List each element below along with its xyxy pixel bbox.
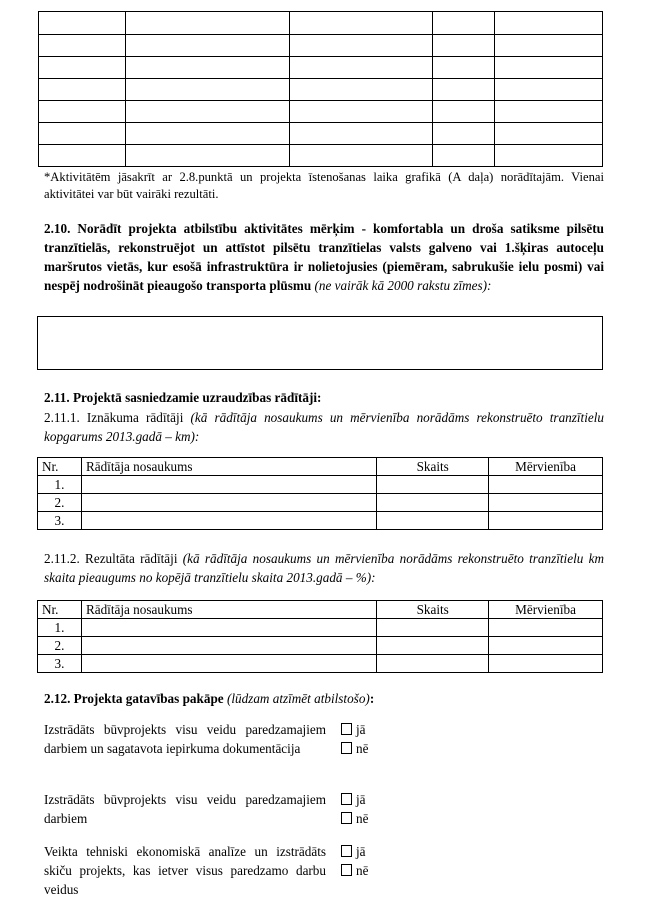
readiness-option-3-no[interactable]: nē xyxy=(341,861,368,880)
table-header-row xyxy=(38,458,603,476)
table-header-row xyxy=(38,601,603,619)
activities-table xyxy=(38,11,603,167)
section-2-10-title: 2.10. Norādīt projekta atbilstību aktivitātes mērķim - komfortabla un droša satiksme pilsētu tranzītielās, rekonstruējot un attīstot pilsētu tranzītielas valsts galveno vai 1.šķiras autoceļu maršrutos vietās, kur esošā infrastruktūra ir nolietojusies (piemēram, sabrukušie ielu posmi) vai nespēj nodrošināt pieaugošo transporta plūsmu xyxy=(44,221,604,293)
table-row xyxy=(39,79,603,101)
col-header-unit: Mērvienība xyxy=(489,601,603,619)
section-2-12-heading xyxy=(44,690,604,707)
result-indicators-heading xyxy=(44,549,604,587)
readiness-option-2-no[interactable]: nē xyxy=(341,809,368,828)
table-row xyxy=(38,476,603,494)
checkbox-icon[interactable] xyxy=(341,742,352,754)
checkbox-icon[interactable] xyxy=(341,723,352,735)
result-indicators-note: (kā rādītāja nosaukums un mērvienība norādāms rekonstruēto tranzītielu km skaita pieaugums no kopējā tranzītielu skaita 2013.gadā – %): xyxy=(44,551,604,585)
output-indicators-note: (kā rādītāja nosaukums un mērvienība norādāms rekonstruēto tranzītielu kopgarums 2013.gadā – km): xyxy=(44,410,604,444)
table-row xyxy=(38,619,603,637)
col-header-nr: Nr. xyxy=(38,601,82,619)
readiness-option-2-label: Izstrādāts būvprojekts visu veidu paredzamajiem darbiem xyxy=(44,792,326,826)
section-2-10-answer-box[interactable] xyxy=(37,316,603,370)
checkbox-icon[interactable] xyxy=(341,845,352,857)
col-header-count: Skaits xyxy=(377,601,489,619)
table-row xyxy=(39,35,603,57)
col-header-name: Rādītāja nosaukums xyxy=(81,458,376,476)
row-number: 1. xyxy=(38,476,82,494)
table-row xyxy=(39,101,603,123)
readiness-option-1-label: Izstrādāts būvprojekts visu veidu paredzamajiem darbiem un sagatavota iepirkuma dokumentācija xyxy=(44,722,326,756)
section-2-10-note: (ne vairāk kā 2000 rakstu zīmes): xyxy=(311,278,492,293)
result-indicators-table xyxy=(37,600,603,673)
table-row xyxy=(39,145,603,167)
readiness-option-1-no[interactable]: nē xyxy=(341,739,368,758)
checkbox-icon[interactable] xyxy=(341,864,352,876)
readiness-option-1-yes[interactable]: jā xyxy=(341,720,368,739)
activities-footnote: *Aktivitātēm jāsakrīt ar 2.8.punktā un projekta īstenošanas laika grafikā (A daļa) norādītajām. Vienai aktivitātei var būt vairāki rezultāti. xyxy=(44,170,604,201)
row-number: 3. xyxy=(38,655,82,673)
table-row xyxy=(38,494,603,512)
row-number: 1. xyxy=(38,619,82,637)
col-header-name: Rādītāja nosaukums xyxy=(81,601,376,619)
table-row xyxy=(39,123,603,145)
readiness-option-1-choices xyxy=(341,720,368,758)
output-indicators-label: 2.11.1. Iznākuma rādītāji xyxy=(44,410,191,425)
col-header-nr: Nr. xyxy=(38,458,82,476)
section-2-12-colon: : xyxy=(369,691,375,706)
readiness-option-2-yes[interactable]: jā xyxy=(341,790,368,809)
row-number: 3. xyxy=(38,512,82,530)
row-number: 2. xyxy=(38,637,82,655)
table-row xyxy=(38,512,603,530)
table-row xyxy=(38,655,603,673)
checkbox-icon[interactable] xyxy=(341,793,352,805)
table-row xyxy=(38,637,603,655)
col-header-count: Skaits xyxy=(377,458,489,476)
output-indicators-heading xyxy=(44,408,604,446)
table-row xyxy=(39,57,603,79)
col-header-unit: Mērvienība xyxy=(489,458,603,476)
result-indicators-label: 2.11.2. Rezultāta rādītāji xyxy=(44,551,183,566)
readiness-option-3-yes[interactable]: jā xyxy=(341,842,368,861)
section-2-11-title: 2.11. Projektā sasniedzamie uzraudzības rādītāji: xyxy=(44,390,322,405)
readiness-option-2-choices xyxy=(341,790,368,828)
output-indicators-table xyxy=(37,457,603,530)
table-row xyxy=(39,12,603,35)
readiness-option-3-label: Veikta tehniski ekonomiskā analīze un izstrādāts skiču projekts, kas ietver visus paredzamo darbu veidus xyxy=(44,844,326,897)
section-2-12-note: (lūdzam atzīmēt atbilstošo) xyxy=(223,691,370,706)
checkbox-icon[interactable] xyxy=(341,812,352,824)
section-2-12-title: 2.12. Projekta gatavības pakāpe xyxy=(44,691,224,706)
readiness-option-3-choices xyxy=(341,842,368,880)
section-2-10-heading xyxy=(44,219,604,295)
row-number: 2. xyxy=(38,494,82,512)
